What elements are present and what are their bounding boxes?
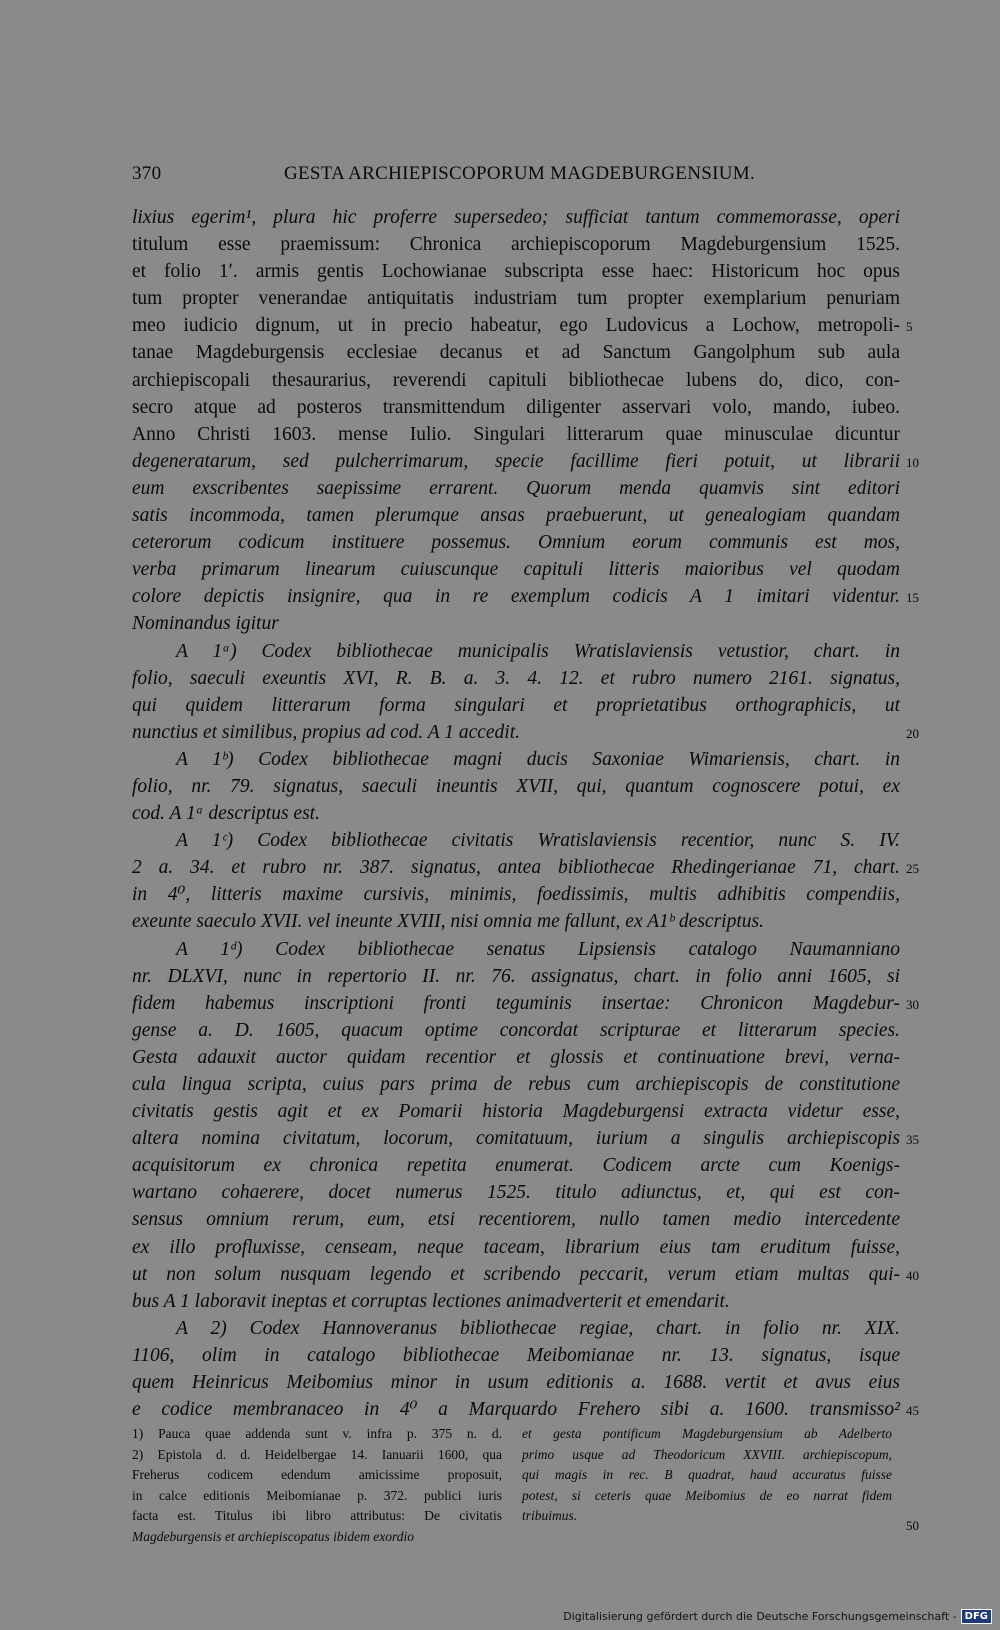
footer-text: Digitalisierung gefördert durch die Deutsche Forschungsgemeinschaft -: [563, 1610, 957, 1623]
footnote-line: primo usque ad Theodoricum XXVIII. archiepiscopum,: [522, 1446, 892, 1462]
text-line: [132, 421, 900, 448]
line-text: tanae Magdeburgensis ecclesiae decanus et ad Sanctum Gangolphum sub aula: [132, 342, 900, 364]
text-line: [132, 800, 900, 827]
body-text: [132, 204, 919, 1423]
text-line: [132, 367, 900, 394]
line-number: 20: [906, 725, 919, 741]
line-text: et folio 1ʹ. armis gentis Lochowianae subscripta esse haec: Historicum hoc opus: [132, 261, 900, 283]
text-line: [132, 502, 900, 529]
footnote-line: Freherus codicem edendum amicissime proposuit,: [132, 1467, 502, 1482]
footnote-line: potest, si ceteris quae Meibomius de eo narrat fidem: [522, 1487, 892, 1503]
line-text: colore depictis insignire, qua in re exemplum codicis A 1 imitari videntur.: [132, 586, 900, 608]
text-line: [132, 1315, 900, 1342]
line-text: A 1ᶜ) Codex bibliothecae civitatis Wratislaviensis recentior, nunc S. IV.: [176, 830, 900, 852]
footnotes-left-column: [132, 1424, 502, 1547]
page-number: 370: [132, 163, 162, 184]
line-number: 35: [906, 1132, 919, 1148]
footnotes-right-column: [522, 1424, 892, 1527]
footnote-line: et gesta pontificum Magdeburgensium ab Adelberto: [522, 1426, 892, 1441]
line-text: nunctius et similibus, propius ad cod. A 1 accedit.: [132, 721, 520, 743]
text-line: [132, 1396, 919, 1423]
text-line: [132, 1342, 900, 1369]
line-text: in 4⁰, litteris maxime cursivis, minimis, foedissimis, multis adhibitis compendiis,: [132, 884, 900, 906]
text-line: [132, 1098, 900, 1125]
line-text: altera nomina civitatum, locorum, comitatuum, iurium a singulis archiepiscopis: [132, 1128, 900, 1150]
line-text: cod. A 1ᵃ descriptus est.: [132, 803, 320, 825]
text-line: [132, 746, 900, 773]
line-number: 10: [906, 454, 919, 470]
text-line: [132, 556, 900, 583]
line-text: ut non solum nusquam legendo et scribendo peccarit, verum etiam multas qui-: [132, 1263, 900, 1285]
text-line: [132, 204, 900, 231]
line-text: acquisitorum ex chronica repetita enumerat. Codicem arcte cum Koenigs-: [132, 1155, 900, 1177]
text-line: [132, 529, 900, 556]
footnote-line: 1) Pauca quae addenda sunt v. infra p. 375 n. d.: [132, 1426, 502, 1441]
text-line: [132, 1288, 900, 1315]
line-text: lixius egerim¹, plura hic proferre supersedeo; sufficiat tantum commemorasse, operi: [132, 207, 900, 228]
text-line: [132, 692, 900, 719]
line-text: Nominandus igitur: [132, 613, 279, 635]
text-line: [132, 583, 919, 610]
line-text: tum propter venerandae antiquitatis industriam tum propter exemplarium penuriam: [132, 288, 900, 310]
running-title: GESTA ARCHIEPISCOPORUM MAGDEBURGENSIUM.: [284, 163, 755, 184]
line-text: ex illo profluxisse, censeam, neque taceam, librarium eius tam eruditum fuisse,: [132, 1236, 900, 1258]
text-line: [132, 1152, 900, 1179]
line-text: meo iudicio dignum, ut in precio habeatur, ego Ludovicus a Lochow, metropoli-: [132, 315, 900, 337]
text-line: [132, 231, 900, 258]
line-text: A 1ᵈ) Codex bibliothecae senatus Lipsiensis catalogo Naumanniano: [176, 938, 900, 960]
text-line: [132, 448, 919, 475]
line-text: verba primarum linearum cuiuscunque capituli litteris maioribus vel quodam: [132, 559, 900, 581]
line-text: archiepiscopali thesaurarius, reverendi capituli bibliothecae lubens do, dico, con-: [132, 369, 900, 391]
page-header: [132, 163, 900, 189]
text-line: [132, 1125, 919, 1152]
line-text: eum exscribentes saepissime errarent. Quorum menda quamvis sint editori: [132, 477, 900, 499]
text-line: [132, 394, 900, 421]
line-text: civitatis gestis agit et ex Pomarii historia Magdeburgensi extracta videtur esse,: [132, 1101, 900, 1123]
text-line: [132, 610, 900, 637]
text-line: [132, 773, 900, 800]
text-line: [132, 1017, 900, 1044]
text-line: [132, 1234, 900, 1261]
text-line: [132, 1044, 900, 1071]
line-number: 50: [906, 1518, 919, 1533]
line-text: 2 a. 34. et rubro nr. 387. signatus, antea bibliothecae Rhedingerianae 71, chart.: [132, 857, 900, 879]
text-line: [132, 908, 900, 935]
line-text: e codice membranaceo in 4⁰ a Marquardo Frehero sibi a. 1600. transmisso²: [132, 1399, 900, 1421]
line-text: folio, saeculi exeuntis XVI, R. B. a. 3. 4. 12. et rubro numero 2161. signatus,: [132, 667, 900, 689]
line-text: A 2) Codex Hannoveranus bibliothecae regiae, chart. in folio nr. XIX.: [176, 1317, 900, 1339]
text-line: [132, 827, 900, 854]
text-line: [132, 1206, 900, 1233]
line-text: Gesta adauxit auctor quidam recentior et glossis et continuatione brevi, verna-: [132, 1046, 900, 1068]
text-line: [132, 1369, 900, 1396]
line-text: ceterorum codicum instituere possemus. Omnium eorum communis est mos,: [132, 532, 900, 554]
line-text: fidem habemus inscriptioni fronti teguminis insertae: Chronicon Magdebur-: [132, 992, 900, 1014]
text-line: [132, 936, 900, 963]
text-line: [132, 1179, 900, 1206]
text-line: [132, 1261, 919, 1288]
line-text: A 1ᵇ) Codex bibliothecae magni ducis Saxoniae Wimariensis, chart. in: [176, 748, 900, 770]
text-line: [132, 854, 919, 881]
digitization-footer: [563, 1609, 992, 1624]
footnote-line: qui magis in rec. B quadrat, haud accuratus fuisse: [522, 1467, 892, 1482]
line-text: cula lingua scripta, cuius pars prima de rebus cum archiepiscopis de constitutione: [132, 1074, 900, 1095]
line-text: degeneratarum, sed pulcherrimarum, specie facillime fieri potuit, ut librarii: [132, 450, 900, 472]
line-text: exeunte saeculo XVII. vel ineunte XVIII, nisi omnia me fallunt, ex A1ᵇ descriptus.: [132, 911, 764, 933]
line-text: wartano cohaerere, docet numerus 1525. titulo adiunctus, et, qui est con-: [132, 1182, 900, 1204]
line-text: quem Heinricus Meibomius minor in usum editionis a. 1688. vertit et avus eius: [132, 1372, 900, 1394]
line-text: qui quidem litterarum forma singulari et proprietatibus orthographicis, ut: [132, 694, 900, 716]
text-line: [132, 475, 900, 502]
text-line: [132, 258, 900, 285]
text-line: [132, 719, 919, 746]
text-line: [132, 990, 919, 1017]
text-line: [132, 312, 913, 339]
line-text: folio, nr. 79. signatus, saeculi ineuntis XVII, qui, quantum cognoscere potui, ex: [132, 775, 900, 797]
line-text: satis incommoda, tamen plerumque ansas praebuerunt, ut genealogiam quandam: [132, 505, 900, 527]
footnote-line: 2) Epistola d. d. Heidelbergae 14. Ianuarii 1600, qua: [132, 1446, 502, 1462]
text-line: [132, 665, 900, 692]
text-line: [132, 963, 900, 990]
footnote-line: tribuimus.: [522, 1508, 578, 1523]
line-text: secro atque ad posteros transmittendum diligenter asservari volo, mando, iubeo.: [132, 396, 900, 418]
footnote-line: in calce editionis Meibomianae p. 372. publici iuris: [132, 1487, 502, 1503]
line-number: 40: [906, 1267, 919, 1283]
text-line: [132, 1071, 900, 1098]
footnote-line: Magdeburgensis et archiepiscopatus ibidem exordio: [132, 1528, 414, 1544]
text-line: [132, 638, 900, 665]
line-number: 25: [906, 861, 919, 877]
line-text: A 1ᵃ) Codex bibliothecae municipalis Wratislaviensis vetustior, chart. in: [176, 640, 900, 662]
dfg-logo: DFG: [961, 1609, 992, 1624]
text-line: [132, 339, 900, 366]
line-text: sensus omnium rerum, eum, etsi recentiorem, nullo tamen medio intercedente: [132, 1209, 900, 1231]
line-number: 15: [906, 590, 919, 606]
footnote-line: facta est. Titulus ibi libro attributus: De civitatis: [132, 1508, 502, 1523]
line-text: nr. DLXVI, nunc in repertorio II. nr. 76. assignatus, chart. in folio anni 1605, si: [132, 965, 900, 987]
line-text: bus A 1 laboravit ineptas et corruptas lectiones animadverterit et emendarit.: [132, 1290, 730, 1312]
line-text: titulum esse praemissum: Chronica archiepiscoporum Magdeburgensium 1525.: [132, 234, 900, 256]
line-text: gense a. D. 1605, quacum optime concordat scripturae et litterarum species.: [132, 1019, 900, 1041]
line-number: 5: [906, 319, 913, 335]
text-line: [132, 285, 900, 312]
text-line: [132, 881, 900, 908]
line-number: 30: [906, 996, 919, 1012]
line-number: 45: [906, 1403, 919, 1419]
line-text: Anno Christi 1603. mense Iulio. Singulari litterarum quae minusculae dicuntur: [132, 423, 900, 445]
line-text: 1106, olim in catalogo bibliothecae Meibomianae nr. 13. signatus, isque: [132, 1344, 900, 1366]
